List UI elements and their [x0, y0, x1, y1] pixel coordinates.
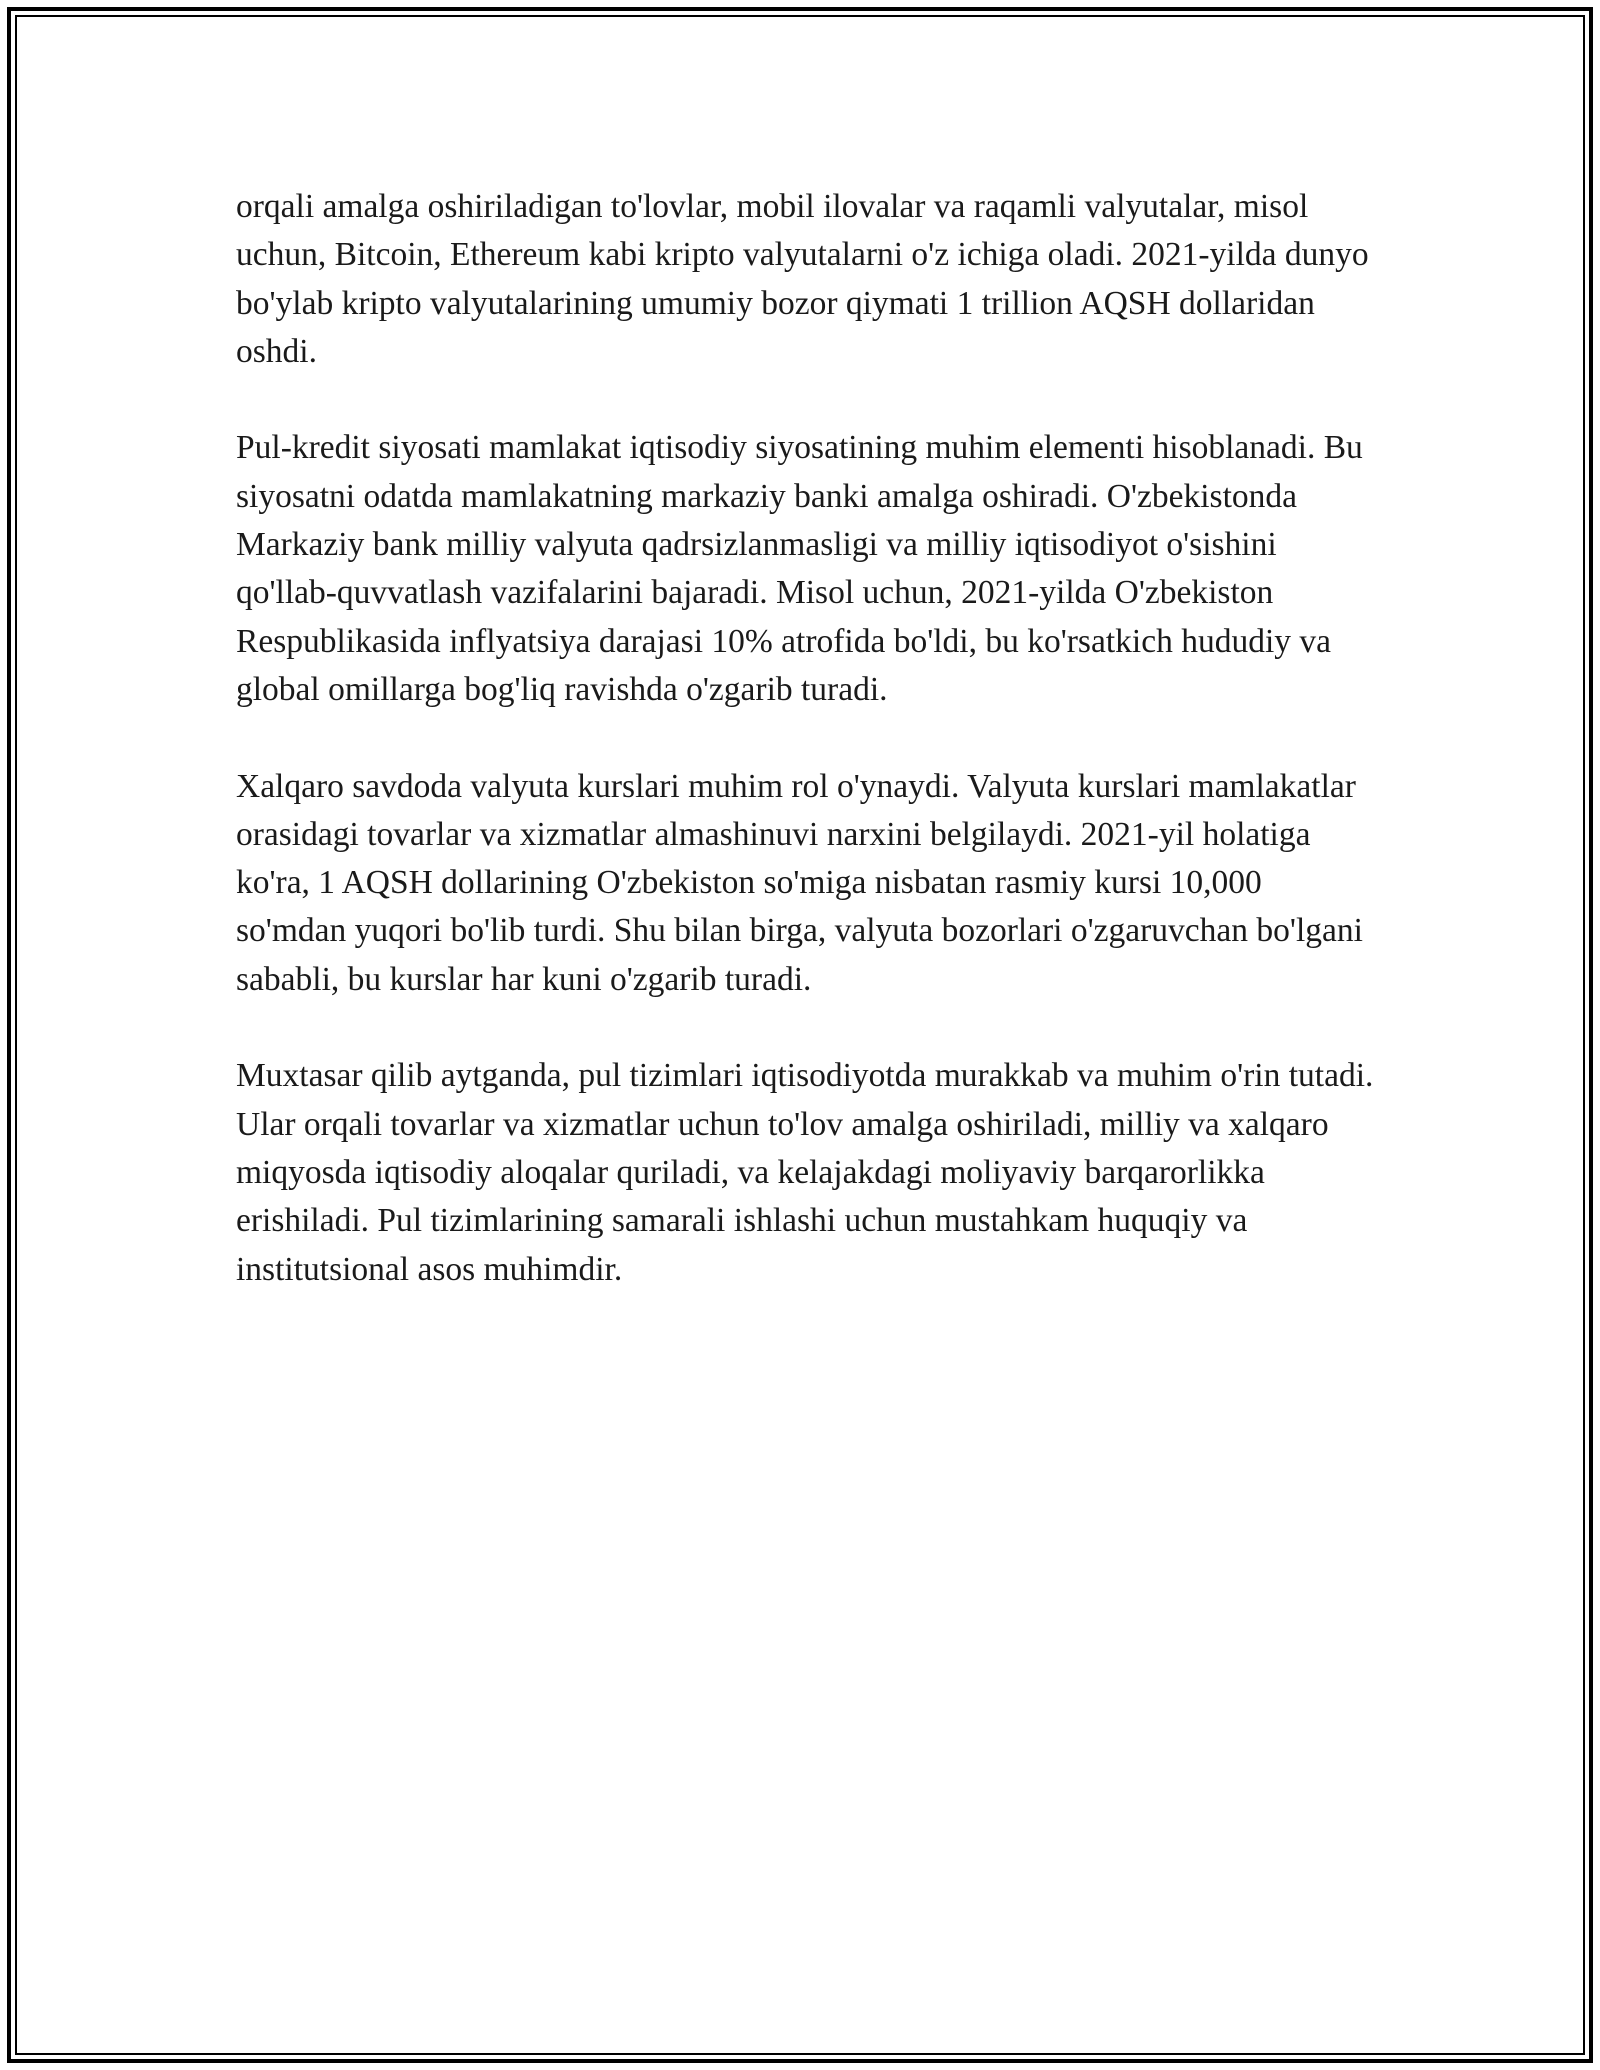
- paragraph-exchange-rates: Xalqaro savdoda valyuta kurslari muhim rol o'ynaydi. Valyuta kurslari mamlakatlar orasidagi tovarlar va xizmatlar almashinuvi narxini belgilaydi. 2021-yil holatiga ko'ra, 1 AQSH dollarining O'zbekiston so'miga nisbatan rasmiy kursi 10,000 so'mdan yuqori bo'lib turdi. Shu bilan birga, valyuta bozorlari o'zgaruvchan bo'lgani sababli, bu kurslar har kuni o'zgarib turadi.: [236, 767, 1363, 998]
- paragraph-crypto-currencies: orqali amalga oshiriladigan to'lovlar, mobil ilovalar va raqamli valyutalar, misol uchun, Bitcoin, Ethereum kabi kripto valyutalarni o'z ichiga oladi. 2021-yilda dunyo bo'ylab kripto valyutalarining umumiy bozor qiymati 1 trillion AQSH dollaridan oshdi.: [236, 188, 1369, 370]
- paragraph-conclusion: Muxtasar qilib aytganda, pul tizimlari iqtisodiyotda murakkab va muhim o'rin tutadi. Ular orqali tovarlar va xizmatlar uchun to'lov amalga oshiriladi, milliy va xalqaro miqyosda iqtisodiy aloqalar quriladi, va kelajakdagi moliyaviy barqarorlikka erishiladi. Pul tizimlarining samarali ishlashi uchun mustahkam huquqiy va institutsional asos muhimdir.: [236, 1057, 1374, 1288]
- document-body: [236, 183, 1376, 1342]
- paragraph-monetary-policy: Pul-kredit siyosati mamlakat iqtisodiy siyosatining muhim elementi hisoblanadi. Bu siyosatni odatda mamlakatning markaziy banki amalga oshiradi. O'zbekistonda Markaziy bank milliy valyuta qadrsizlanmasligi va milliy iqtisodiyot o'sishini qo'llab-quvvatlash vazifalarini bajaradi. Misol uchun, 2021-yilda O'zbekiston Respublikasida inflyatsiya darajasi 10% atrofida bo'ldi, bu ko'rsatkich hududiy va global omillarga bog'liq ravishda o'zgarib turadi.: [236, 429, 1363, 708]
